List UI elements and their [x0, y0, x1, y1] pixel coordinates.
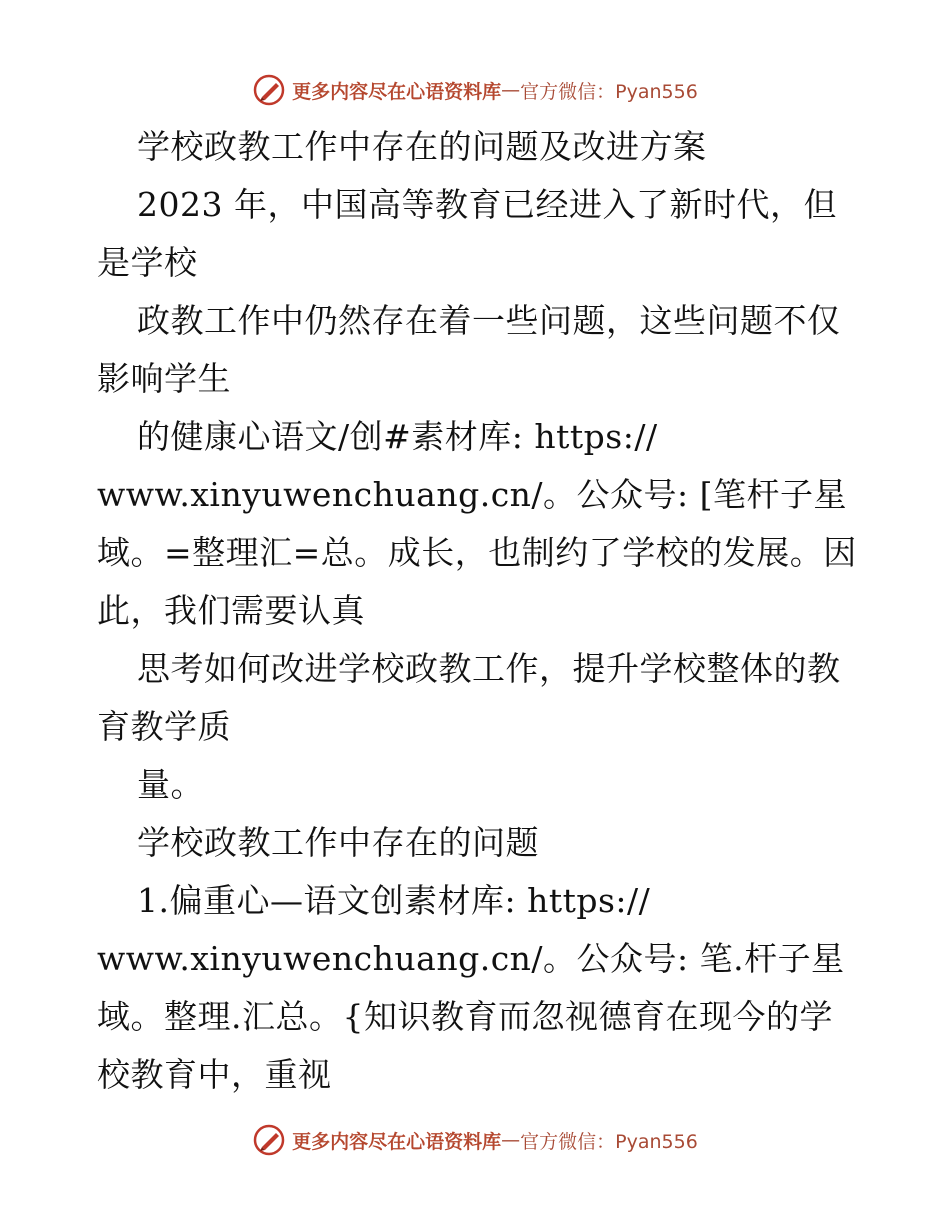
banner-wechat: 官方微信：Pyan556	[520, 80, 698, 103]
section-heading: 学校政教工作中存在的问题	[137, 823, 539, 862]
paragraph-line: 此，我们需要认真	[97, 591, 365, 630]
document-body	[97, 118, 857, 1104]
document-title: 学校政教工作中存在的问题及改进方案	[137, 127, 707, 166]
footer-banner	[0, 1120, 950, 1160]
paragraph-line: 校教育中，重视	[97, 1055, 332, 1094]
paragraph-line: 量。	[137, 765, 204, 804]
paragraph-line: 思考如何改进学校政教工作，提升学校整体的教	[137, 649, 841, 688]
banner-separator: —	[501, 1129, 521, 1151]
pen-logo-icon	[252, 73, 286, 107]
paragraph-line: 2023 年，中国高等教育已经进入了新时代，但	[137, 185, 837, 224]
banner-title: 更多内容尽在心语资料库	[292, 80, 502, 103]
pen-logo-icon	[252, 1123, 286, 1157]
paragraph-line: 域。整理.汇总。{知识教育而忽视德育在现今的学	[97, 997, 833, 1036]
banner-title: 更多内容尽在心语资料库	[292, 1130, 502, 1153]
header-banner	[0, 70, 950, 110]
paragraph-line: 域。=整理汇=总。成长，也制约了学校的发展。因	[97, 533, 857, 572]
paragraph-line: 政教工作中仍然存在着一些问题，这些问题不仅	[137, 301, 841, 340]
paragraph-line: 影响学生	[97, 359, 231, 398]
paragraph-line: www.xinyuwenchuang.cn/。公众号: [笔杆子星	[97, 475, 848, 514]
paragraph-line: 的健康心语文/创#素材库: https://	[137, 417, 658, 456]
banner-wechat: 官方微信：Pyan556	[520, 1130, 698, 1153]
paragraph-line: www.xinyuwenchuang.cn/。公众号: 笔.杆子星	[97, 939, 845, 978]
paragraph-line: 1.偏重心—语文创素材库: https://	[137, 881, 651, 920]
paragraph-line: 育教学质	[97, 707, 231, 746]
paragraph-line: 是学校	[97, 243, 198, 282]
banner-separator: —	[501, 79, 521, 101]
